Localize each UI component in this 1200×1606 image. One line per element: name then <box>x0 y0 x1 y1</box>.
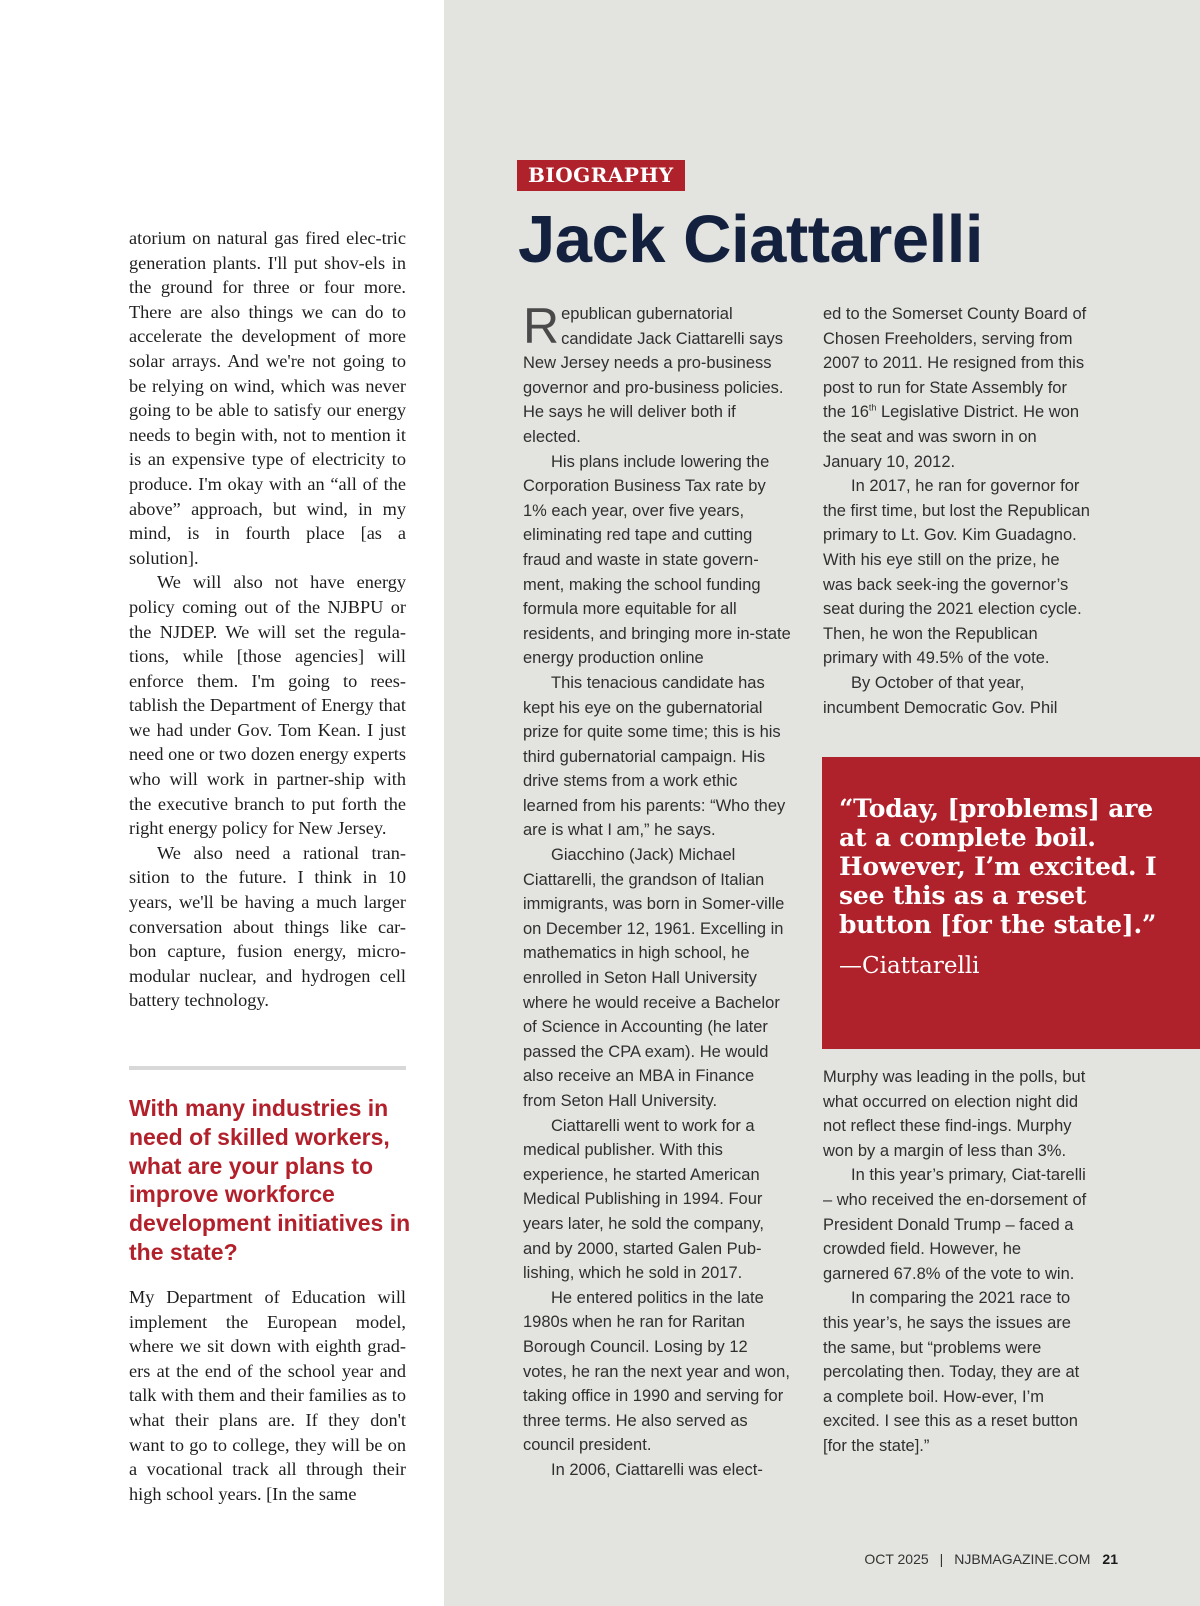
interview-answer: My Department of Education will implement the European model, where we sit down with eighth grad-ers at the end of the school year and talk with them and their families as to what their plans are. If they don't want to go to college, they will be on a vocational track all through their high school years. [In the same <box>129 1287 406 1504</box>
pull-quote-attribution: —Ciattarelli <box>839 953 980 979</box>
pull-quote-box <box>822 757 1200 1049</box>
pull-quote-text: “Today, [problems] are at a complete boil. However, I’m excited. I see this as a reset button [for the state].” <box>839 794 1157 939</box>
bio-paragraph: In comparing the 2021 race to this year’s, he says the issues are the same, but “problems were percolating then. Today, they are at a complete boil. How-ever, I’m excited. I see this as a reset button [for the state].” <box>823 1289 1080 1455</box>
page-number: 21 <box>1102 1551 1118 1567</box>
bio-column-right-lower <box>823 1065 1091 1459</box>
footer-separator: | <box>939 1551 944 1567</box>
bio-paragraph: This tenacious candidate has kept his eye on the gubernatorial prize for quite some time; this is his third gubernatorial campaign. His drive stems from a work ethic learned from his parents: “Who they are is what I am,” he says. <box>523 673 786 840</box>
issue-date: OCT 2025 <box>864 1551 929 1567</box>
bio-column-middle <box>523 298 791 1483</box>
bio-column-right-upper <box>823 302 1091 720</box>
article-title: Jack Ciattarelli <box>518 202 983 277</box>
interview-question: With many industries in need of skilled workers, what are your plans to improve workforce development initiatives in the state? <box>129 1095 411 1265</box>
page-footer <box>864 1551 1118 1567</box>
bio-paragraph: In 2006, Ciattarelli was elect- <box>551 1460 763 1479</box>
bio-paragraph: Ciattarelli went to work for a medical publisher. With this experience, he started American Medical Publishing in 1994. Four years later, he sold the company, and by 2000, started Galen Pub-lishing, which he sold in 2017. <box>523 1116 764 1283</box>
interview-paragraph: We will also not have energy policy coming out of the NJBPU or the NJDEP. We will set the regula-tions, while [those agencies] will enforce them. I'm going to rees-tablish the Department of Energy that we had under Gov. Tom Kean. I just need one or two dozen energy experts who will work in partner-ship with the executive branch to put forth the right energy policy for New Jersey. <box>129 572 406 839</box>
bio-paragraph: Giacchino (Jack) Michael Ciattarelli, the grandson of Italian immigrants, was born in Somer-ville on December 12, 1961. Excelling in mathematics in high school, he enrolled in Seton Hall University where he would receive a Bachelor of Science in Accounting (he later passed the CPA exam). He would also receive an MBA in Finance from Seton Hall University. <box>523 846 785 1110</box>
bio-paragraph: His plans include lowering the Corporation Business Tax rate by 1% each year, over five years, eliminating red tape and cutting fraud and waste in state govern-ment, making the school funding formula more equitable for all residents, and bringing more in-state energy production online <box>523 452 791 668</box>
bio-text: ed to the Somerset County Board of Chosen Freeholders, serving from 2007 to 2011. He resigned from this post to run for State Assembly for the 16 <box>823 305 1087 422</box>
bio-paragraph <box>523 298 791 450</box>
bio-first-paragraph-text: epublican gubernatorial candidate Jack Ciattarelli says New Jersey needs a pro-business governor and pro-business policies. He says he will deliver both if elected. <box>523 305 784 446</box>
bio-text: Legislative District. He won the seat and was sworn in on January 10, 2012. <box>823 403 1080 471</box>
bio-paragraph: In 2017, he ran for governor for the first time, but lost the Republican primary to Lt. Gov. Kim Guadagno. With his eye still on the prize, he was back seek-ing the governor’s seat during the 2021 election cycle. Then, he won the Republican primary with 49.5% of the vote. <box>823 477 1090 668</box>
drop-cap: R <box>523 298 560 354</box>
bio-paragraph: He entered politics in the late 1980s when he ran for Raritan Borough Council. Losing by 12 votes, he ran the next year and won, taking office in 1990 and serving for three terms. He also served as council president. <box>523 1288 790 1455</box>
bio-paragraph: By October of that year, incumbent Democratic Gov. Phil <box>823 673 1058 717</box>
bio-paragraph: Murphy was leading in the polls, but what occurred on election night did not reflect these find-ings. Murphy won by a margin of less than 3%. <box>823 1068 1086 1160</box>
ordinal-superscript: th <box>868 402 877 413</box>
bio-paragraph: In this year’s primary, Ciat-tarelli – who received the en-dorsement of President Donald Trump – faced a crowded field. However, he garnered 67.8% of the vote to win. <box>823 1166 1087 1283</box>
interview-paragraph: We also need a rational tran-sition to the future. I think in 10 years, we'll be having a much larger conversation about things like car-bon capture, fusion energy, micro-modular nuclear, and hydrogen cell battery technology. <box>129 842 406 1011</box>
interview-paragraph: atorium on natural gas fired elec-tric generation plants. I'll put shov-els in the ground for three or four more. There are also things we can do to accelerate the development of more solar arrays. And we're not going to be relying on wind, which was never going to be able to satisfy our energy needs to begin with, not to mention it is an expensive type of electricity to produce. I'm okay with an “all of the above” approach, but wind, in my mind, is in fourth place [as a solution]. <box>129 228 406 568</box>
bio-paragraph <box>823 302 1091 474</box>
magazine-site: NJBMAGAZINE.COM <box>954 1551 1091 1567</box>
section-divider <box>129 1066 406 1070</box>
interview-column <box>129 226 406 1013</box>
section-badge: BIOGRAPHY <box>517 160 685 191</box>
